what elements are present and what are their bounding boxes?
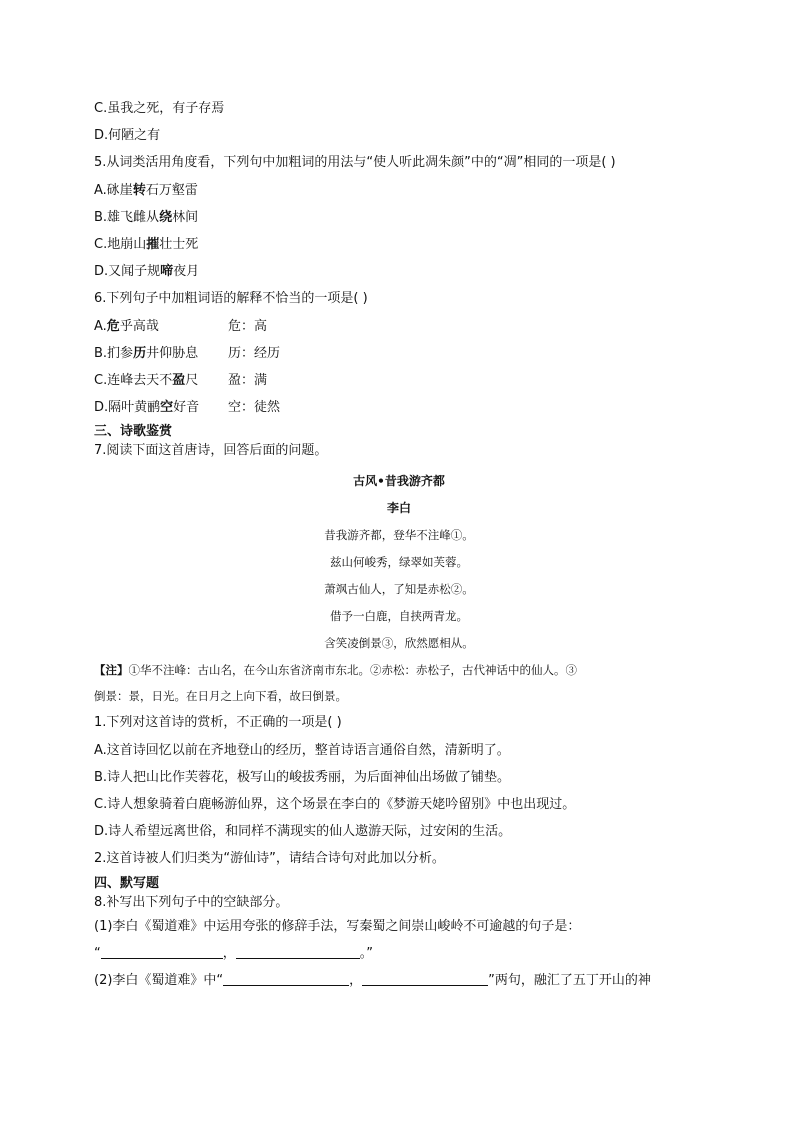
- q6-option-c: [94, 367, 704, 394]
- poem-line: 含笑凌倒景③，欣然愿相从。: [324, 636, 474, 651]
- q7-sub1-option-a: A.这首诗回忆以前在齐地登山的经历，整首诗语言通俗自然，清新明了。: [94, 742, 510, 758]
- poem-author: 李白: [386, 501, 411, 516]
- answer-blank[interactable]: [223, 971, 349, 986]
- q7-sub2-stem: 2.这首诗被人们归类为“游仙诗”，请结合诗句对此加以分析。: [94, 851, 445, 867]
- q4-option-c: C.虽我之死，有子存焉: [94, 101, 225, 116]
- q6-a-pre: A.: [94, 318, 107, 334]
- poem-note-line-2: 倒景：景，日光。在日月之上向下看，故曰倒景。: [94, 689, 347, 704]
- q6-option-a: [94, 313, 704, 340]
- note-label: 【注】: [94, 663, 129, 678]
- q6-c-pre: C.连峰去天不: [94, 373, 173, 389]
- q6-a-post: 乎高哉: [119, 318, 159, 334]
- section-heading-dictation: 四、默写题: [94, 875, 160, 891]
- note-text-1: ①华不注峰：古山名，在今山东省济南市东北。②赤松：赤松子，古代神话中的仙人。③: [128, 663, 577, 678]
- q5-b-pre: B.雄飞雌从: [94, 209, 160, 225]
- q5-option-a: [94, 177, 704, 204]
- q5-b-post: 林间: [172, 209, 199, 225]
- q5-a-post: 石万壑雷: [145, 182, 198, 198]
- q6-d-gloss: 空：徒然: [228, 400, 281, 416]
- q6-b-post: 井仰胁息: [146, 345, 199, 361]
- q6-option-d: [94, 394, 704, 421]
- comma: ，: [349, 973, 363, 989]
- q7-sub1-option-b: B.诗人把山比作芙蓉花，极写山的峻拔秀丽，为后面神仙出场做了铺垫。: [94, 769, 511, 785]
- q6-a-bold: 危: [106, 318, 120, 334]
- poem-line: 昔我游齐都，登华不注峰①。: [324, 528, 474, 543]
- q8-stem: 8.补写出下列句子中的空缺部分。: [94, 894, 289, 910]
- q6-c-gloss: 盈：满: [228, 373, 268, 389]
- q5-d-bold: 啼: [160, 264, 174, 280]
- q6-c-bold: 盈: [172, 373, 186, 389]
- q5-b-bold: 绕: [159, 209, 173, 225]
- poem-line: 萧飒古仙人，了知是赤松②。: [324, 582, 474, 597]
- q5-d-post: 夜月: [173, 264, 200, 280]
- q4-option-d: D.何陋之有: [94, 128, 161, 144]
- q5-option-d: [94, 258, 704, 285]
- q6-b-bold: 历: [133, 345, 147, 361]
- q6-a-gloss: 危：高: [228, 318, 268, 334]
- q6-option-b: [94, 340, 704, 367]
- q6-b-gloss: 历：经历: [228, 345, 281, 361]
- q5-a-bold: 转: [132, 182, 146, 198]
- answer-blank[interactable]: [236, 944, 360, 959]
- q5-c-post: 壮士死: [159, 237, 199, 253]
- q8-item-2-pre: (2)李白《蜀道难》中“: [94, 973, 224, 989]
- poem-line: 借予一白鹿，自挟两青龙。: [330, 609, 468, 624]
- q6-d-bold: 空: [160, 400, 174, 416]
- q7-stem: 7.阅读下面这首唐诗，回答后面的问题。: [94, 443, 328, 459]
- q6-stem: 6.下列句子中加粗词语的解释不恰当的一项是( ): [94, 291, 368, 307]
- open-quote: “: [94, 945, 101, 961]
- q5-c-bold: 摧: [146, 237, 160, 253]
- q8-item-1: (1)李白《蜀道难》中运用夸张的修辞手法，写秦蜀之间崇山峻岭不可逾越的句子是：: [94, 918, 581, 934]
- q8-item-1-blanks: [94, 940, 704, 967]
- q7-sub1-option-c: C.诗人想象骑着白鹿畅游仙界，这个场景在李白的《梦游天姥吟留别》中也出现过。: [94, 797, 576, 813]
- q7-sub1-option-d: D.诗人希望远离世俗，和同样不满现实的仙人遨游天际，过安闲的生活。: [94, 824, 512, 840]
- q8-item-2: [94, 967, 704, 994]
- q6-d-pre: D.隔叶黄鹂: [94, 400, 161, 416]
- q5-option-c: [94, 231, 704, 258]
- poem-line: 兹山何峻秀，绿翠如芙蓉。: [330, 555, 468, 570]
- close-quote: 。”: [359, 945, 374, 961]
- comma: ，: [222, 945, 236, 961]
- q6-b-pre: B.扪参: [94, 345, 134, 361]
- poem-title: 古风•昔我游齐都: [353, 474, 445, 489]
- poem-note-line-1: [94, 657, 704, 683]
- q6-d-post: 好音: [173, 400, 200, 416]
- q5-option-b: [94, 204, 704, 231]
- section-heading-poetry: 三、诗歌鉴赏: [94, 424, 173, 440]
- answer-blank[interactable]: [362, 971, 488, 986]
- q7-sub1-stem: 1.下列对这首诗的赏析，不正确的一项是( ): [94, 715, 342, 731]
- q8-item-2-post: ”两句，融汇了五丁开山的神: [488, 973, 651, 989]
- q5-stem: 5.从词类活用角度看，下列句中加粗词的用法与“使人听此凋朱颜”中的“凋”相同的一项是( ): [94, 155, 616, 171]
- q6-c-post: 尺: [185, 373, 199, 389]
- q5-c-pre: C.地崩山: [94, 237, 147, 253]
- q5-d-pre: D.又闻子规: [94, 264, 161, 280]
- answer-blank[interactable]: [101, 944, 223, 959]
- q5-a-pre: A.砯崖: [94, 182, 133, 198]
- exam-page: [94, 95, 704, 994]
